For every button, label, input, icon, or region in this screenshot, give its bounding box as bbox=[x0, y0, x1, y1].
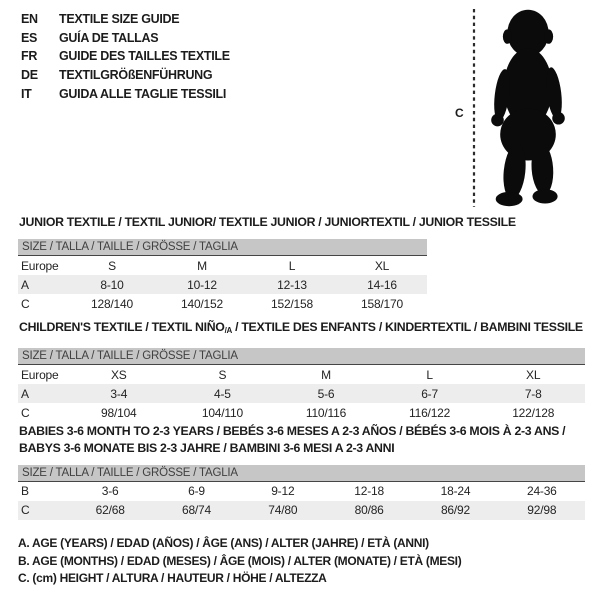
junior-table-title: JUNIOR TEXTILE / TEXTIL JUNIOR/ TEXTILE JUNIOR / JUNIORTEXTIL / JUNIOR TESSILE bbox=[19, 215, 516, 229]
size-value-cell: 4-5 bbox=[171, 384, 275, 403]
language-code: FR bbox=[21, 49, 38, 64]
size-value-cell: 14-16 bbox=[337, 275, 427, 294]
size-value-cell: 7-8 bbox=[481, 384, 585, 403]
row-label-cell: Europe bbox=[21, 258, 59, 273]
babies-table-title bbox=[19, 424, 585, 455]
language-label: GUÍA DE TALLAS bbox=[59, 30, 159, 45]
size-header-bar: SIZE / TALLA / TAILLE / GRÖSSE / TAGLIA bbox=[18, 465, 585, 482]
row-label-cell: C bbox=[18, 501, 67, 520]
language-row-es bbox=[21, 29, 230, 48]
size-value-cell: 3-4 bbox=[67, 384, 171, 403]
table-row-europe bbox=[18, 256, 427, 275]
size-value-cell: 9-12 bbox=[271, 484, 295, 498]
size-value-cell: 158/170 bbox=[361, 296, 403, 311]
row-label-cell: C bbox=[21, 296, 30, 311]
size-value-cell: M bbox=[197, 258, 207, 273]
table-row-age bbox=[18, 384, 585, 403]
size-value-cell: 116/122 bbox=[409, 405, 451, 420]
size-header-bar: SIZE / TALLA / TAILLE / GRÖSSE / TAGLIA bbox=[18, 348, 585, 365]
babies-textile-table bbox=[18, 424, 585, 520]
size-value-cell: 128/140 bbox=[91, 296, 133, 311]
language-row-de bbox=[21, 66, 230, 85]
title-prefix: CHILDREN'S TEXTILE / TEXTIL NIÑO bbox=[19, 320, 225, 334]
language-code: IT bbox=[21, 86, 32, 101]
size-value-cell: 122/128 bbox=[512, 405, 555, 420]
table-row-months bbox=[18, 482, 585, 501]
size-value-cell: 80/86 bbox=[326, 501, 412, 520]
size-value-cell: 98/104 bbox=[101, 405, 137, 420]
footnote-c: C. (cm) HEIGHT / ALTURA / HAUTEUR / HÖHE / ALTEZZA bbox=[18, 571, 327, 585]
size-value-cell: 3-6 bbox=[101, 484, 119, 498]
table-row-age bbox=[18, 275, 427, 294]
children-textile-table bbox=[18, 320, 585, 422]
size-value-cell: XS bbox=[110, 367, 127, 382]
title-suffix: / TEXTILE DES ENFANTS / KINDERTEXTIL / BAMBINI TESSILE bbox=[231, 320, 583, 334]
size-value-cell: 110/116 bbox=[305, 405, 347, 420]
size-value-cell: XL bbox=[374, 258, 390, 273]
title-line-1: BABIES 3-6 MONTH TO 2-3 YEARS / BEBÉS 3-6 MESES A 2-3 AÑOS / BÉBÉS 3-6 MOIS À 2-3 ANS / bbox=[19, 424, 566, 438]
size-value-cell: 24-36 bbox=[526, 484, 557, 498]
children-table-grid bbox=[18, 365, 585, 422]
language-label: TEXTILE SIZE GUIDE bbox=[59, 12, 180, 27]
size-value-cell: XL bbox=[526, 367, 541, 382]
language-code: ES bbox=[21, 30, 38, 45]
size-value-cell: S bbox=[218, 367, 227, 382]
size-value-cell: L bbox=[426, 367, 433, 382]
size-value-cell: M bbox=[321, 367, 331, 382]
table-row-height bbox=[18, 294, 427, 313]
size-header-bar: SIZE / TALLA / TAILLE / GRÖSSE / TAGLIA bbox=[18, 239, 427, 256]
table-row-height bbox=[18, 501, 585, 520]
language-row-fr bbox=[21, 47, 230, 66]
size-value-cell: 12-18 bbox=[354, 484, 384, 498]
size-value-cell: 62/68 bbox=[67, 501, 153, 520]
size-value-cell: L bbox=[288, 258, 296, 273]
title-line-2: BABYS 3-6 MONATE BIS 2-3 JAHRE / BAMBINI 3-6 MESI A 2-3 ANNI bbox=[19, 440, 395, 455]
junior-textile-table bbox=[18, 215, 516, 313]
size-value-cell: 68/74 bbox=[153, 501, 239, 520]
size-value-cell: 6-7 bbox=[378, 384, 482, 403]
size-value-cell: 18-24 bbox=[440, 484, 471, 498]
language-row-en bbox=[21, 10, 230, 29]
row-label-cell: C bbox=[21, 405, 30, 420]
title-subscript: /A bbox=[224, 326, 232, 335]
size-value-cell: S bbox=[108, 258, 116, 273]
size-value-cell: 12-13 bbox=[247, 275, 337, 294]
footnote-b: B. AGE (MONTHS) / EDAD (MESES) / ÂGE (MOIS) / ALTER (MONATE) / ETÀ (MESI) bbox=[18, 553, 462, 568]
language-label: TEXTILGRÖßENFÜHRUNG bbox=[59, 68, 213, 83]
row-label-cell: Europe bbox=[21, 367, 59, 382]
size-value-cell: 8-10 bbox=[67, 275, 157, 294]
language-code: EN bbox=[21, 12, 38, 27]
size-value-cell: 6-9 bbox=[188, 484, 205, 498]
table-row-europe bbox=[18, 365, 585, 384]
size-value-cell: 10-12 bbox=[157, 275, 247, 294]
row-label-cell: A bbox=[18, 275, 67, 294]
babies-table-grid bbox=[18, 482, 585, 520]
row-label-cell: A bbox=[18, 384, 67, 403]
language-label: GUIDA ALLE TAGLIE TESSILI bbox=[59, 86, 227, 101]
size-value-cell: 86/92 bbox=[412, 501, 498, 520]
size-value-cell: 140/152 bbox=[181, 296, 223, 311]
measure-label-c: C bbox=[455, 106, 464, 120]
children-table-title bbox=[19, 320, 585, 338]
footnote-a: A. AGE (YEARS) / EDAD (AÑOS) / ÂGE (ANS) / ALTER (JAHRE) / ETÀ (ANNI) bbox=[18, 536, 429, 550]
language-row-it bbox=[21, 84, 230, 103]
language-label: GUIDE DES TAILLES TEXTILE bbox=[59, 49, 230, 64]
language-code: DE bbox=[21, 68, 38, 83]
dashed-height-line bbox=[472, 9, 476, 207]
toddler-silhouette-icon bbox=[483, 7, 573, 208]
size-value-cell: 5-6 bbox=[274, 384, 378, 403]
size-value-cell: 152/158 bbox=[271, 296, 313, 311]
size-value-cell: 92/98 bbox=[499, 501, 585, 520]
language-header bbox=[21, 10, 230, 103]
table-row-height bbox=[18, 403, 585, 422]
size-value-cell: 74/80 bbox=[240, 501, 326, 520]
footnotes bbox=[18, 535, 461, 588]
junior-table-grid bbox=[18, 256, 427, 313]
row-label-cell: B bbox=[21, 484, 29, 498]
size-value-cell: 104/110 bbox=[201, 405, 243, 420]
